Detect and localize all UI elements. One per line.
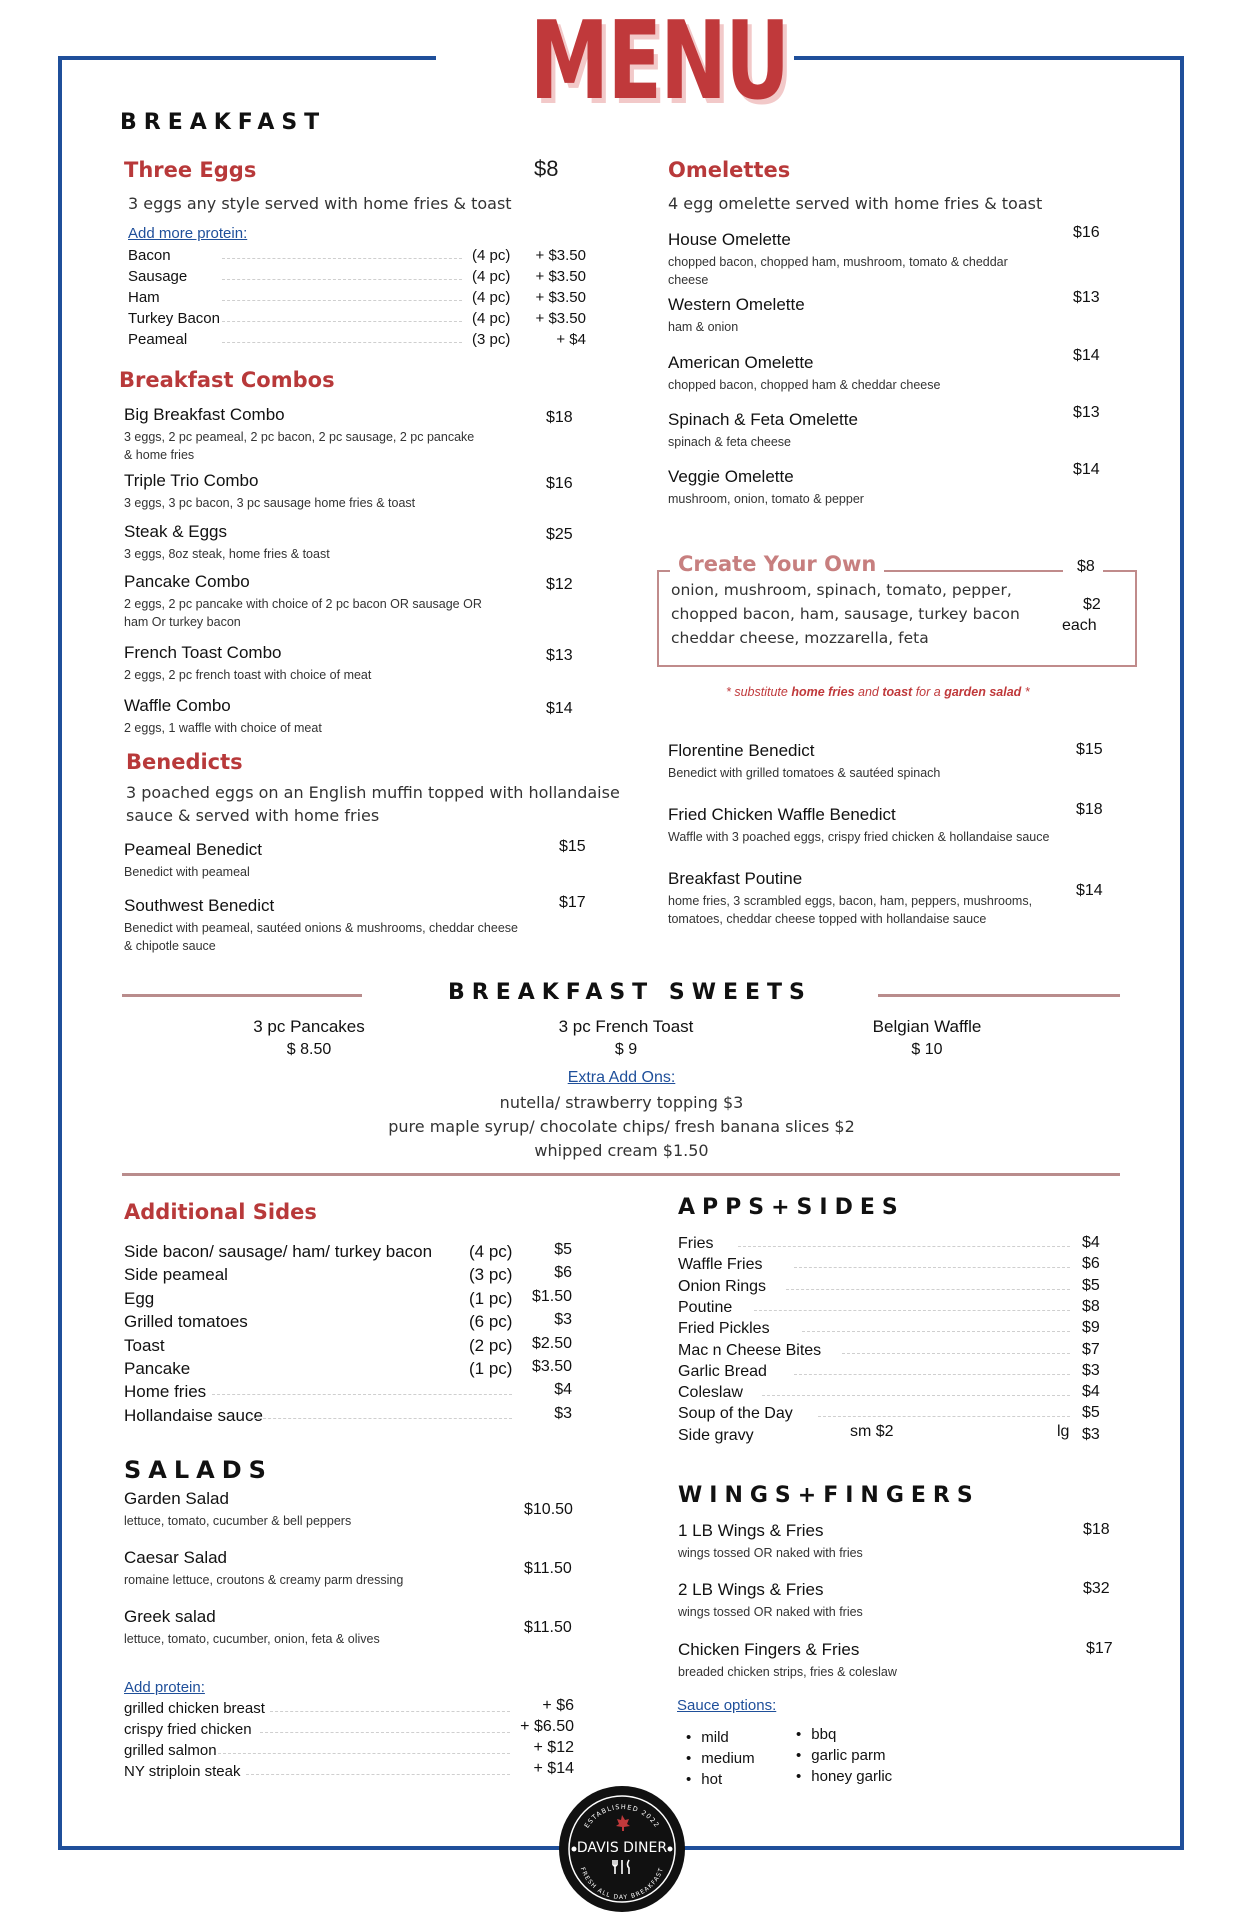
sub-note-text-2: and (854, 685, 883, 699)
app-price: $3 (1082, 1361, 1100, 1379)
add-more-protein-link[interactable]: Add more protein: (128, 225, 248, 242)
combo-price: $25 (546, 526, 573, 543)
gravy-large-label: lg (1057, 1423, 1070, 1440)
wings-desc: wings tossed OR naked with fries (678, 1546, 863, 1560)
add-protein-link[interactable]: Add protein: (124, 1679, 205, 1696)
sweets-rule-bottom (122, 1173, 1120, 1176)
protein-price: + $4 (556, 331, 586, 348)
protein-qty: (4 pc) (472, 310, 511, 327)
breakfast-combos-heading: Breakfast Combos (119, 368, 335, 392)
combo-name: Big Breakfast Combo (124, 405, 285, 424)
protein-qty: (4 pc) (472, 247, 511, 264)
leader-dots (270, 1711, 510, 1712)
side-name: Egg (124, 1288, 155, 1308)
frame-bottom-left (58, 1846, 560, 1850)
app-price: $4 (1082, 1383, 1100, 1401)
salad-protein-name: grilled salmon (124, 1742, 217, 1759)
wings-desc: wings tossed OR naked with fries (678, 1605, 863, 1619)
leader-dots (260, 1732, 510, 1733)
sweet-price: $ 9 (614, 1041, 638, 1058)
wings-name: Chicken Fingers & Fries (678, 1640, 860, 1659)
combo-desc: 2 eggs, 1 waffle with choice of meat (124, 721, 322, 735)
salad-protein-price: + $14 (533, 1760, 574, 1777)
wings-name: 2 LB Wings & Fries (678, 1580, 824, 1599)
app-price: $4 (1082, 1234, 1100, 1251)
side-qty: (4 pc) (469, 1242, 513, 1261)
salad-name: Caesar Salad (124, 1548, 228, 1567)
side-qty: (2 pc) (469, 1335, 513, 1355)
salad-name: Garden Salad (124, 1489, 229, 1508)
omelette-desc: chopped bacon, chopped ham & cheddar cheese (668, 378, 941, 392)
create-line-1: onion, mushroom, spinach, tomato, pepper, (671, 581, 1012, 599)
side-name: Hollandaise sauce (124, 1405, 263, 1425)
wings-price: $32 (1083, 1580, 1110, 1597)
leader-dots (786, 1289, 1070, 1290)
right-benedict-name: Fried Chicken Waffle Benedict (668, 805, 896, 824)
right-benedict-desc: home fries, 3 scrambled eggs, bacon, ham, peppers, mushrooms, (668, 894, 1033, 908)
logo-tagline: FRESH ALL DAY BREAKFAST (578, 1866, 666, 1902)
omelettes-heading: Omelettes (668, 158, 791, 182)
sweet-name: Belgian Waffle (872, 1017, 982, 1036)
leader-dots (246, 1774, 510, 1775)
logo-name: DAVIS DINER (576, 1840, 668, 1856)
create-your-own-title: Create Your Own (670, 552, 884, 576)
right-benedict-price: $14 (1076, 882, 1103, 899)
omelette-price: $14 (1073, 461, 1100, 478)
omelette-name: Western Omelette (668, 295, 805, 314)
app-price: $3 (1082, 1425, 1100, 1443)
combo-name: Triple Trio Combo (124, 471, 259, 490)
side-price: $2.50 (531, 1334, 572, 1352)
omelette-price: $13 (1073, 289, 1100, 306)
sauce-item: • honey garlic (796, 1768, 892, 1785)
right-benedict-desc: Benedict with grilled tomatoes & sautéed spinach (668, 766, 941, 780)
three-eggs-title: Three Eggs (124, 158, 257, 182)
salad-protein-name: crispy fried chicken (124, 1721, 252, 1738)
frame-bottom-right (684, 1846, 1184, 1850)
salad-protein-price: + $6 (542, 1697, 574, 1714)
omelette-name: House Omelette (668, 230, 791, 249)
protein-qty: (4 pc) (472, 289, 511, 306)
sweets-heading: BREAKFAST SWEETS (448, 980, 812, 1005)
sub-note-text-4: * (1021, 685, 1030, 699)
maple-leaf-icon (616, 1815, 630, 1831)
app-name: Poutine (678, 1298, 733, 1316)
side-price: $1.50 (531, 1287, 572, 1305)
leader-dots (212, 1394, 512, 1395)
additional-sides-heading: Additional Sides (124, 1200, 317, 1224)
leader-dots (222, 279, 462, 280)
protein-name: Bacon (128, 247, 171, 264)
create-line-2: chopped bacon, ham, sausage, turkey bacon (671, 605, 1020, 623)
frame-top-right (794, 56, 1184, 60)
leader-dots (754, 1310, 1070, 1311)
combo-price: $12 (546, 576, 573, 593)
salad-protein-name: NY striploin steak (124, 1763, 241, 1780)
omelette-name: Veggie Omelette (668, 467, 794, 486)
benedict-desc: Benedict with peameal, sautéed onions & mushrooms, cheddar cheese (124, 921, 518, 935)
sauce-item: • mild (686, 1729, 729, 1746)
protein-name: Turkey Bacon (128, 310, 220, 327)
salad-protein-price: + $6.50 (520, 1718, 574, 1735)
protein-qty: (3 pc) (472, 331, 511, 348)
wings-price: $18 (1083, 1521, 1110, 1538)
sauce-item: • bbq (796, 1726, 836, 1743)
side-name: Home fries (124, 1382, 207, 1402)
protein-price: + $3.50 (535, 310, 586, 327)
leader-dots (762, 1395, 1070, 1396)
combo-desc-2: & home fries (124, 448, 195, 462)
right-benedict-name: Breakfast Poutine (668, 869, 803, 888)
combo-price: $18 (546, 409, 573, 426)
app-name: Side gravy (678, 1426, 754, 1444)
salad-price: $10.50 (524, 1501, 573, 1518)
sauce-item: • medium (686, 1750, 755, 1767)
addon-line: whipped cream $1.50 (534, 1141, 709, 1160)
combo-price: $16 (546, 475, 573, 492)
right-benedict-desc-2: tomatoes, cheddar cheese topped with hollandaise sauce (668, 912, 987, 926)
app-name: Coleslaw (678, 1384, 743, 1402)
combo-name: Pancake Combo (124, 572, 250, 591)
sub-note-garden-salad: garden salad (944, 685, 1022, 699)
side-price: $3 (554, 1311, 572, 1329)
sauce-item: • hot (686, 1771, 722, 1788)
protein-name: Peameal (128, 331, 188, 348)
protein-name: Ham (128, 289, 160, 306)
omelette-name: Spinach & Feta Omelette (668, 410, 858, 429)
combo-price: $13 (546, 647, 573, 664)
side-qty: (3 pc) (469, 1265, 513, 1285)
create-your-own-price: $8 (1077, 558, 1095, 575)
side-price: $3 (554, 1404, 572, 1422)
create-each-price: $2 (1083, 596, 1101, 613)
wings-fingers-heading: WINGS+FINGERS (678, 1483, 980, 1508)
wings-desc: breaded chicken strips, fries & coleslaw (678, 1665, 897, 1679)
leader-dots (842, 1353, 1070, 1354)
omelette-price: $14 (1073, 347, 1100, 364)
omelette-name: American Omelette (668, 353, 814, 372)
app-price: $6 (1082, 1255, 1100, 1273)
frame-right (1180, 56, 1184, 1850)
menu-title: MENU (529, 0, 789, 124)
app-price: $5 (1082, 1276, 1100, 1294)
logo-badge (559, 1786, 685, 1912)
combo-desc: 3 eggs, 8oz steak, home fries & toast (124, 547, 330, 561)
benedict-price: $15 (559, 838, 586, 855)
breakfast-heading: BREAKFAST (120, 110, 327, 135)
combo-name: French Toast Combo (124, 643, 282, 662)
sauce-item: • garlic parm (796, 1747, 885, 1764)
omelette-desc-2: cheese (668, 273, 709, 287)
protein-price: + $3.50 (535, 247, 586, 264)
omelette-desc: spinach & feta cheese (668, 435, 791, 449)
combo-desc: 2 eggs, 2 pc french toast with choice of meat (124, 668, 372, 682)
salad-price: $11.50 (524, 1560, 572, 1577)
salad-protein-name: grilled chicken breast (124, 1700, 265, 1717)
side-name: Side bacon/ sausage/ ham/ turkey bacon (124, 1242, 433, 1261)
combo-price: $14 (546, 700, 573, 717)
sweet-price: $ 8.50 (286, 1041, 332, 1058)
leader-dots (222, 300, 462, 301)
logo-established: ESTABLISHED 2022 (582, 1802, 662, 1830)
app-name: Waffle Fries (678, 1256, 763, 1274)
app-name: Onion Rings (678, 1277, 767, 1295)
addon-line: nutella/ strawberry topping $3 (499, 1093, 744, 1112)
wings-name: 1 LB Wings & Fries (678, 1521, 824, 1540)
side-name: Side peameal (124, 1265, 228, 1285)
app-price: $5 (1082, 1404, 1100, 1422)
omelette-price: $13 (1073, 404, 1100, 421)
sweet-price: $ 10 (911, 1041, 943, 1058)
right-benedict-price: $18 (1076, 801, 1103, 818)
benedict-desc: Benedict with peameal (124, 865, 250, 879)
salad-name: Greek salad (124, 1607, 216, 1626)
benedict-desc-2: & chipotle sauce (124, 939, 216, 953)
extra-add-ons-link[interactable]: Extra Add Ons: (567, 1069, 676, 1086)
sub-note-home-fries: home fries (791, 685, 855, 699)
app-name: Mac n Cheese Bites (678, 1341, 822, 1359)
protein-price: + $3.50 (535, 268, 586, 285)
leader-dots (794, 1374, 1070, 1375)
side-name: Pancake (124, 1359, 191, 1378)
omelette-desc: chopped bacon, chopped ham, mushroom, tomato & cheddar (668, 255, 1008, 269)
app-name: Fries (678, 1235, 714, 1252)
gravy-small-price: sm $2 (850, 1423, 894, 1440)
create-each-label: each (1062, 617, 1097, 634)
leader-dots (222, 258, 462, 259)
app-price: $9 (1082, 1319, 1100, 1337)
combo-desc: 2 eggs, 2 pc pancake with choice of 2 pc bacon OR sausage OR (124, 597, 482, 611)
sweets-rule-left (122, 994, 362, 997)
app-name: Garlic Bread (678, 1362, 767, 1380)
right-benedict-name: Florentine Benedict (668, 741, 815, 760)
benedict-name: Peameal Benedict (124, 840, 262, 859)
right-benedict-desc: Waffle with 3 poached eggs, crispy fried chicken & hollandaise sauce (668, 830, 1050, 844)
salad-desc: lettuce, tomato, cucumber, onion, feta & olives (124, 1632, 380, 1646)
side-price: $5 (554, 1241, 572, 1258)
side-qty: (1 pc) (469, 1288, 513, 1308)
benedicts-desc-1: 3 poached eggs on an English muffin topped with hollandaise (126, 783, 620, 802)
app-price: $8 (1082, 1297, 1100, 1315)
protein-name: Sausage (128, 268, 188, 285)
combo-desc: 3 eggs, 3 pc bacon, 3 pc sausage home fries & toast (124, 496, 416, 510)
side-qty: (1 pc) (469, 1359, 513, 1378)
wings-price: $17 (1086, 1640, 1113, 1657)
side-price: $4 (554, 1381, 572, 1399)
benedicts-heading: Benedicts (126, 750, 243, 774)
leader-dots (222, 342, 462, 343)
protein-qty: (4 pc) (472, 268, 511, 285)
three-eggs-price: $8 (534, 156, 559, 181)
salads-heading: SALADS (124, 1456, 273, 1484)
side-name: Toast (124, 1335, 165, 1355)
sweet-name: 3 pc Pancakes (253, 1017, 365, 1036)
app-price: $7 (1082, 1340, 1100, 1358)
leader-dots (738, 1246, 1070, 1247)
sub-note-text-1: * substitute (726, 685, 792, 699)
leader-dots (818, 1416, 1070, 1417)
salad-protein-price: + $12 (533, 1739, 574, 1756)
apps-sides-heading: APPS+SIDES (678, 1195, 905, 1220)
side-price: $6 (554, 1264, 572, 1282)
protein-price: + $3.50 (535, 289, 586, 306)
right-benedict-price: $15 (1076, 741, 1103, 758)
app-name: Soup of the Day (678, 1405, 793, 1423)
salad-desc: romaine lettuce, croutons & creamy parm dressing (124, 1573, 404, 1587)
side-price: $3.50 (531, 1358, 572, 1375)
davis-diner-logo (559, 1786, 685, 1912)
substitute-note (726, 685, 1030, 699)
utensils-icon (613, 1860, 629, 1874)
omelettes-desc: 4 egg omelette served with home fries & toast (668, 194, 1043, 213)
sweets-rule-right (878, 994, 1120, 997)
sweet-name: 3 pc French Toast (558, 1017, 694, 1036)
frame-left (58, 56, 62, 1850)
frame-top-left (58, 56, 436, 60)
salad-desc: lettuce, tomato, cucumber & bell peppers (124, 1514, 352, 1528)
benedict-price: $17 (559, 894, 586, 911)
leader-dots (248, 1418, 512, 1419)
benedict-name: Southwest Benedict (124, 896, 275, 915)
side-qty: (6 pc) (469, 1312, 513, 1332)
combo-name: Waffle Combo (124, 696, 231, 715)
create-line-3: cheddar cheese, mozzarella, feta (671, 629, 929, 647)
app-name: Fried Pickles (678, 1320, 770, 1338)
sub-note-text-3: for a (912, 685, 945, 699)
side-name: Grilled tomatoes (124, 1312, 248, 1332)
leader-dots (218, 1753, 510, 1754)
sauce-options-link[interactable]: Sauce options: (677, 1697, 777, 1714)
benedicts-desc-2: sauce & served with home fries (126, 806, 380, 825)
leader-dots (794, 1267, 1070, 1268)
omelette-desc: ham & onion (668, 320, 739, 334)
leader-dots (802, 1331, 1070, 1332)
addon-line: pure maple syrup/ chocolate chips/ fresh banana slices $2 (388, 1117, 855, 1136)
leader-dots (222, 321, 462, 322)
three-eggs-desc: 3 eggs any style served with home fries & toast (128, 194, 512, 213)
sub-note-toast: toast (882, 685, 913, 699)
omelette-price: $16 (1073, 224, 1100, 241)
salad-price: $11.50 (524, 1619, 572, 1636)
omelette-desc: mushroom, onion, tomato & pepper (668, 492, 864, 506)
combo-name: Steak & Eggs (124, 522, 228, 541)
combo-desc: 3 eggs, 2 pc peameal, 2 pc bacon, 2 pc sausage, 2 pc pancake (124, 430, 475, 444)
combo-desc-2: ham Or turkey bacon (124, 615, 241, 629)
